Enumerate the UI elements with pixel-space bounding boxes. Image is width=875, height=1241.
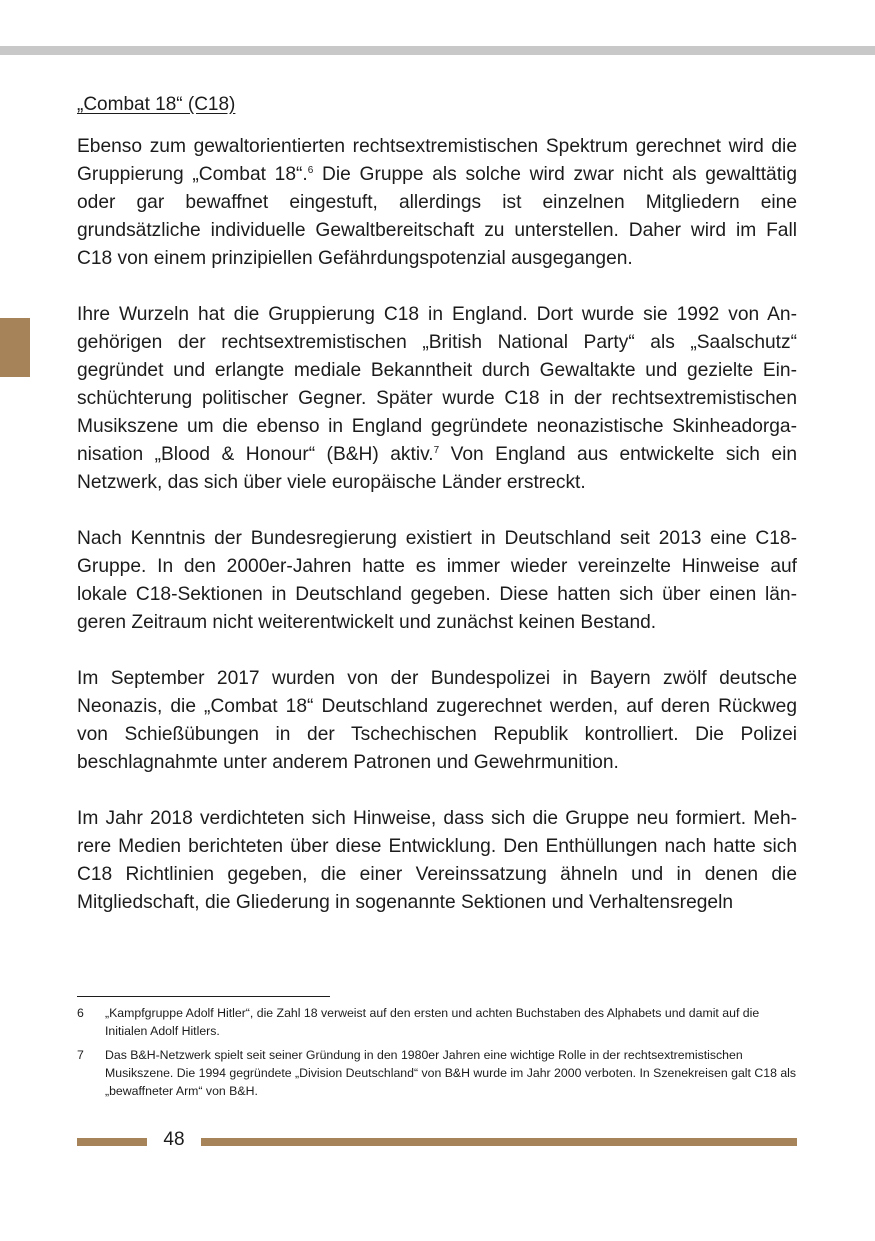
footnote-divider bbox=[77, 996, 330, 997]
footnote-text: Das B&H-Netzwerk spielt seit seiner Gründung in den 1980er Jahren eine wichtige Rolle in der rechtsextremistischen Musikszene. Die 1994 gegründete „Division Deutschland“ von B&H wurde im Jahr 2000 verboten. In Szenekreisen galt C18 als „bewaffneter Arm“ von B&H. bbox=[105, 1048, 797, 1098]
paragraph-5: Im Jahr 2018 verdichteten sich Hinweise, dass sich die Gruppe neu formiert. Mehrere Medien berichteten über diese Entwicklung. Den Enthüllungen nach hatte sich C18 Richtlinien gegeben, die einer Vereinssatzung ähneln und in denen die Mitgliedschaft, die Gliederung in sogenannte Sektionen und Verhaltensregeln bbox=[77, 808, 797, 913]
footnotes bbox=[77, 1004, 797, 1106]
paragraph-2-text-a: Ihre Wurzeln hat die Gruppierung C18 in England. Dort wurde sie 1992 von Angehörigen der rechtsextremistischen „British National Party“ als „Saalschutz“ gegründet und erlangte mediale Bekanntheit durch Gewaltakte und gezielte Einschüchterung politischer Gegner. Später wurde C18 in der rechtsextremistischen Musikszene um die ebenso in England gegründete neonazistische Skinheadorganisation „Blood & Honour“ (B&H) aktiv. bbox=[77, 304, 797, 465]
paragraph-1-text-a: Ebenso zum gewaltorientierten rechtsextremistischen Spektrum gerechnet wird die Gruppierung „Combat 18“. bbox=[77, 136, 797, 185]
footer-bar-right bbox=[201, 1138, 797, 1146]
paragraph-3: Nach Kenntnis der Bundesregierung existiert in Deutschland seit 2013 eine C18-Gruppe. In den 2000er-Jahren hatte es immer wieder vereinzelte Hinweise auf lokale C18-Sektionen in Deutschland gegeben. Diese hatten sich über einen längeren Zeitraum nicht weiterentwickelt und zunächst keinen Bestand. bbox=[77, 528, 797, 633]
footnote-number: 7 bbox=[77, 1048, 84, 1062]
main-content bbox=[77, 91, 797, 945]
footnote-text: „Kampfgruppe Adolf Hitler“, die Zahl 18 verweist auf den ersten und achten Buchstaben des Alphabets und damit auf die Initialen Adolf Hitlers. bbox=[105, 1006, 760, 1038]
top-gray-bar bbox=[0, 46, 875, 55]
footnote-ref-6: 6 bbox=[307, 165, 314, 176]
paragraph-2-text-b: Von England aus entwickelte sich ein Netzwerk, das sich über viele europäische Länder erstreckt. bbox=[77, 444, 798, 493]
footnote-7 bbox=[77, 1046, 797, 1100]
footnote-number: 6 bbox=[77, 1006, 84, 1020]
paragraph-4: Im September 2017 wurden von der Bundespolizei in Bayern zwölf deutsche Neonazis, die „Combat 18“ Deutschland zugerechnet werden, auf deren Rückweg von Schießübungen in der Tschechischen Republik kontrolliert. Die Polizei beschlagnahmte unter anderem Patronen und Gewehrmunition. bbox=[77, 668, 797, 773]
section-heading: „Combat 18“ (C18) bbox=[77, 94, 236, 115]
paragraph-1-text-b: Die Gruppe als solche wird zwar nicht als gewalttätig oder gar bewaffnet eingestuft, allerdings ist einzelnen Mitgliedern eine grundsätzliche individuelle Gewaltbereitschaft zu unterstellen. Daher wird im Fall C18 von einem prinzipiellen Gefährdungspotenzial ausgegangen. bbox=[77, 164, 797, 269]
page-number: 48 bbox=[163, 1129, 185, 1150]
footnote-ref-7: 7 bbox=[433, 445, 440, 456]
paragraph-2 bbox=[77, 301, 797, 497]
chapter-side-tab bbox=[0, 318, 30, 377]
paragraph-1 bbox=[77, 133, 797, 273]
footnote-6 bbox=[77, 1004, 797, 1040]
footer-bar-left bbox=[77, 1138, 147, 1146]
